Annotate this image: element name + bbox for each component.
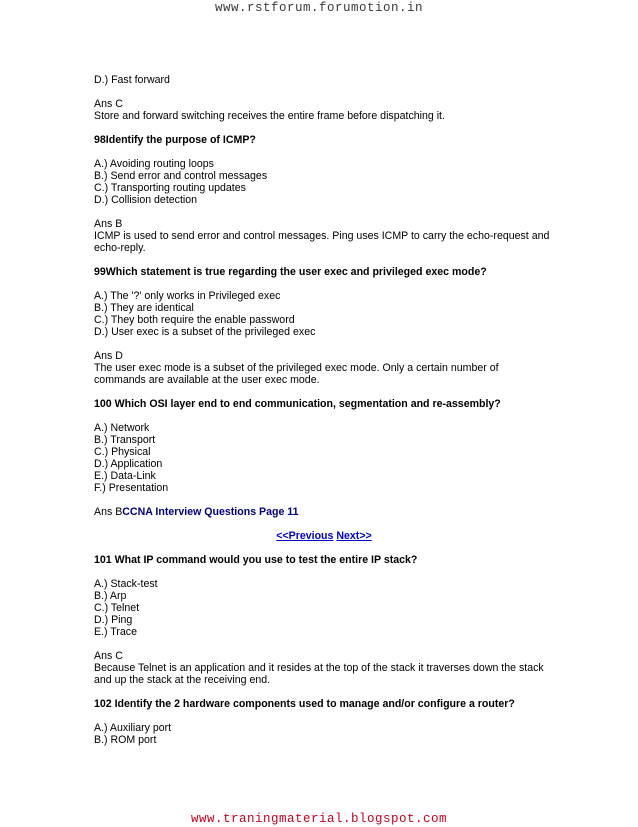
option-text: E.) Data-Link	[94, 470, 156, 482]
option-text: B.) Arp	[94, 590, 127, 602]
option-text: C.) Physical	[94, 446, 151, 458]
answer-text: Ans D	[94, 350, 123, 362]
pagination-nav	[94, 530, 554, 542]
answer-text: Ans C	[94, 650, 123, 662]
explanation-text: ICMP is used to send error and control messages. Ping uses ICMP to carry the echo-request and	[94, 230, 550, 242]
option-text: D.) Ping	[94, 614, 133, 626]
option-text: B.) ROM port	[94, 734, 157, 746]
explanation-text: echo-reply.	[94, 242, 146, 254]
document-body	[94, 74, 554, 746]
explanation-text: Because Telnet is an application and it resides at the top of the stack it traverses down the stack	[94, 662, 544, 674]
option-text: D.) User exec is a subset of the privileged exec	[94, 326, 316, 338]
option-text: B.) Send error and control messages	[94, 170, 268, 182]
footer-watermark: www.traningmaterial.blogspot.com	[190, 812, 448, 826]
answer-line	[94, 506, 554, 518]
option-text: D.) Collision detection	[94, 194, 198, 206]
question-102: 102 Identify the 2 hardware components used to manage and/or configure a router?	[94, 698, 515, 710]
next-link[interactable]: Next>>	[336, 530, 372, 542]
option-text: F.) Presentation	[94, 482, 169, 494]
page-title: CCNA Interview Questions Page 11	[122, 506, 299, 518]
option-text: A.) Avoiding routing loops	[94, 158, 214, 170]
question-101: 101 What IP command would you use to test the entire IP stack?	[94, 554, 418, 566]
option-text: A.) The '?' only works in Privileged exec	[94, 290, 281, 302]
explanation-text: The user exec mode is a subset of the privileged exec mode. Only a certain number of	[94, 362, 499, 374]
option-text: C.) They both require the enable password	[94, 314, 295, 326]
explanation-text: and up the stack at the receiving end.	[94, 674, 271, 686]
answer-text: Ans C	[94, 98, 123, 110]
option-text: A.) Network	[94, 422, 150, 434]
option-text: D.) Fast forward	[94, 74, 170, 86]
question-100: 100 Which OSI layer end to end communication, segmentation and re-assembly?	[94, 398, 501, 410]
answer-text: Ans B	[94, 218, 123, 230]
option-text: A.) Stack-test	[94, 578, 158, 590]
answer-text: Ans B	[94, 506, 123, 518]
option-text: E.) Trace	[94, 626, 137, 638]
option-text: A.) Auxiliary port	[94, 722, 172, 734]
option-text: B.) Transport	[94, 434, 156, 446]
option-text: C.) Transporting routing updates	[94, 182, 246, 194]
option-text: D.) Application	[94, 458, 163, 470]
header-watermark: www.rstforum.forumotion.in	[214, 1, 424, 15]
option-text: B.) They are identical	[94, 302, 194, 314]
previous-link[interactable]: <<Previous	[276, 530, 334, 542]
question-99: 99Which statement is true regarding the user exec and privileged exec mode?	[94, 266, 487, 278]
question-98: 98Identify the purpose of ICMP?	[94, 134, 256, 146]
option-text: C.) Telnet	[94, 602, 140, 614]
explanation-text: commands are available at the user exec mode.	[94, 374, 320, 386]
explanation-text: Store and forward switching receives the entire frame before dispatching it.	[94, 110, 445, 122]
